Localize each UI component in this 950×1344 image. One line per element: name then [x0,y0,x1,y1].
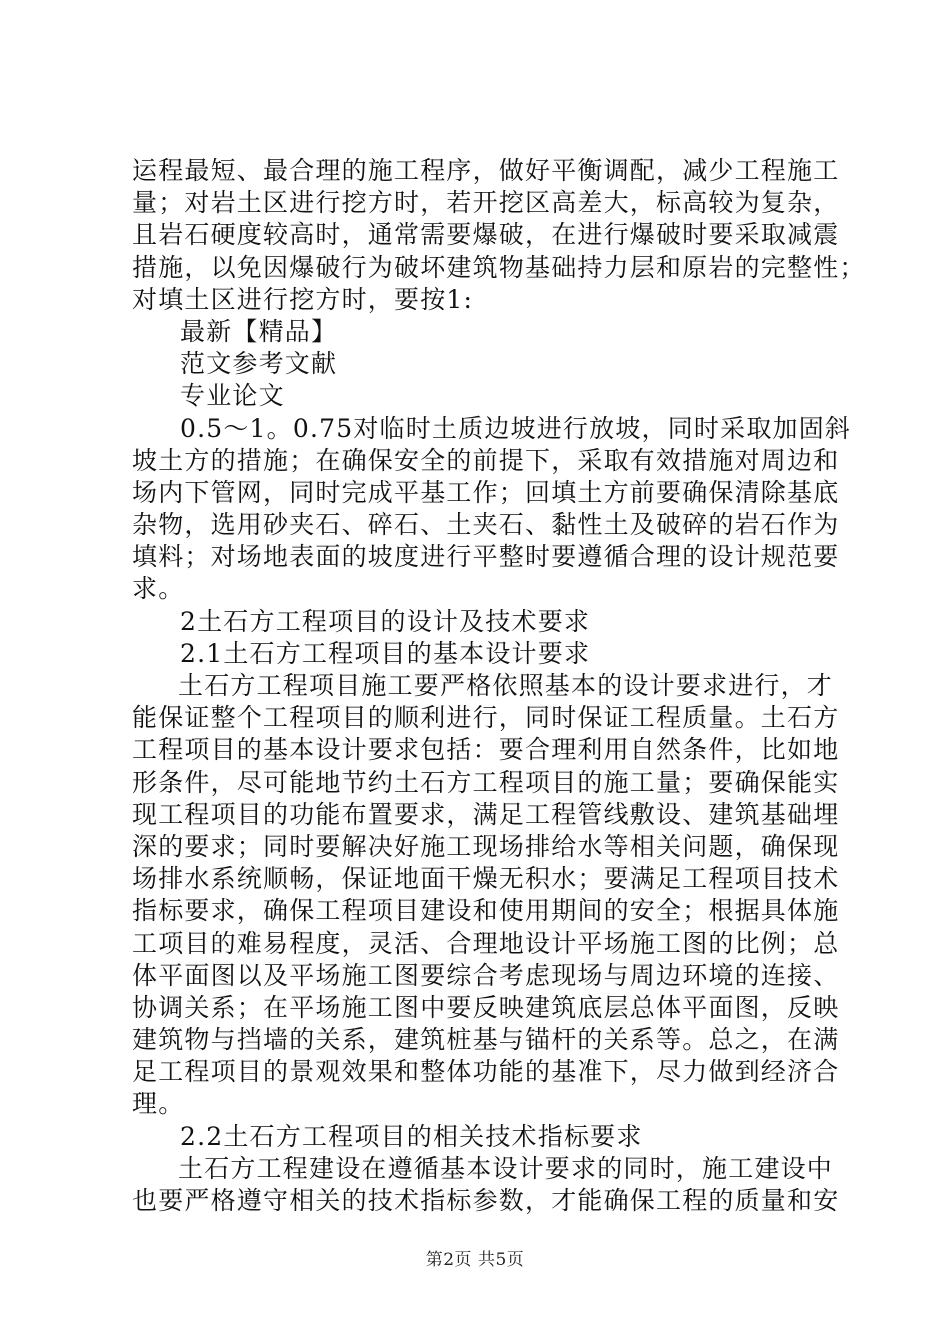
text-line: 深的要求；同时要解决好施工现场排给水等相关问题，确保现 [132,831,840,861]
document-body [132,155,866,1217]
text-line: 0.5～1。0.75对临时土质边坡进行放坡，同时采取加固斜 [180,413,852,443]
text-line: 求。 [132,574,185,604]
text-line: 措施，以免因爆破行为破坏建筑物基础持力层和原岩的完整性； [132,252,866,282]
text-line: 能保证整个工程项目的顺利进行，同时保证工程质量。土石方 [132,703,840,733]
text-line: 范文参考文献 [180,349,338,379]
text-line: 场内下管网，同时完成平基工作；回填土方前要确保清除基底 [132,477,840,507]
text-line: 坡土方的措施；在确保安全的前提下，采取有效措施对周边和 [132,445,840,475]
text-line: 形条件，尽可能地节约土石方工程项目的施工量；要确保能实 [132,767,840,797]
text-line: 理。 [132,1089,185,1119]
subsection-heading: 2.1土石方工程项目的基本设计要求 [180,638,591,668]
text-line: 协调关系；在平场施工图中要反映建筑底层总体平面图，反映 [132,992,840,1022]
page-number-footer: 第2页 共5页 [425,1250,525,1270]
text-line: 工程项目的基本设计要求包括：要合理利用自然条件，比如地 [132,735,840,765]
text-line: 土石方工程项目施工要严格依照基本的设计要求进行，才 [178,671,834,700]
text-line: 体平面图以及平场施工图要综合考虑现场与周边环境的连接、 [132,960,840,990]
text-line: 足工程项目的景观效果和整体功能的基准下，尽力做到经济合 [132,1057,840,1087]
text-line: 现工程项目的功能布置要求，满足工程管线敷设、建筑基础埋 [132,799,840,829]
subsection-heading: 2.2土石方工程项目的相关技术指标要求 [180,1121,643,1151]
text-line: 填料；对场地表面的坡度进行平整时要遵循合理的设计规范要 [132,542,840,572]
text-line: 指标要求，确保工程项目建设和使用期间的安全；根据具体施 [132,896,840,926]
text-line: 专业论文 [180,381,285,411]
text-line: 建筑物与挡墙的关系，建筑桩基与锚杆的关系等。总之，在满 [132,1025,840,1055]
text-line: 量；对岩土区进行挖方时，若开挖区高差大，标高较为复杂， [132,188,840,218]
text-line: 对填土区进行挖方时，要按1: [132,284,474,314]
text-line: 且岩石硬度较高时，通常需要爆破，在进行爆破时要采取减震 [132,220,840,250]
text-line: 场排水系统顺畅，保证地面干燥无积水；要满足工程项目技术 [132,864,840,894]
text-line: 工项目的难易程度，灵活、合理地设计平场施工图的比例；总 [132,928,840,958]
text-line: 土石方工程建设在遵循基本设计要求的同时，施工建设中 [178,1153,834,1183]
section-heading: 2土石方工程项目的设计及技术要求 [180,606,591,636]
text-line: 杂物，选用砂夹石、碎石、土夹石、黏性土及破碎的岩石作为 [132,510,840,540]
text-line: 运程最短、最合理的施工程序，做好平衡调配，减少工程施工 [132,156,840,185]
text-line: 最新【精品】 [180,316,338,346]
text-line: 也要严格遵守相关的技术指标参数，才能确保工程的质量和安 [132,1186,840,1215]
